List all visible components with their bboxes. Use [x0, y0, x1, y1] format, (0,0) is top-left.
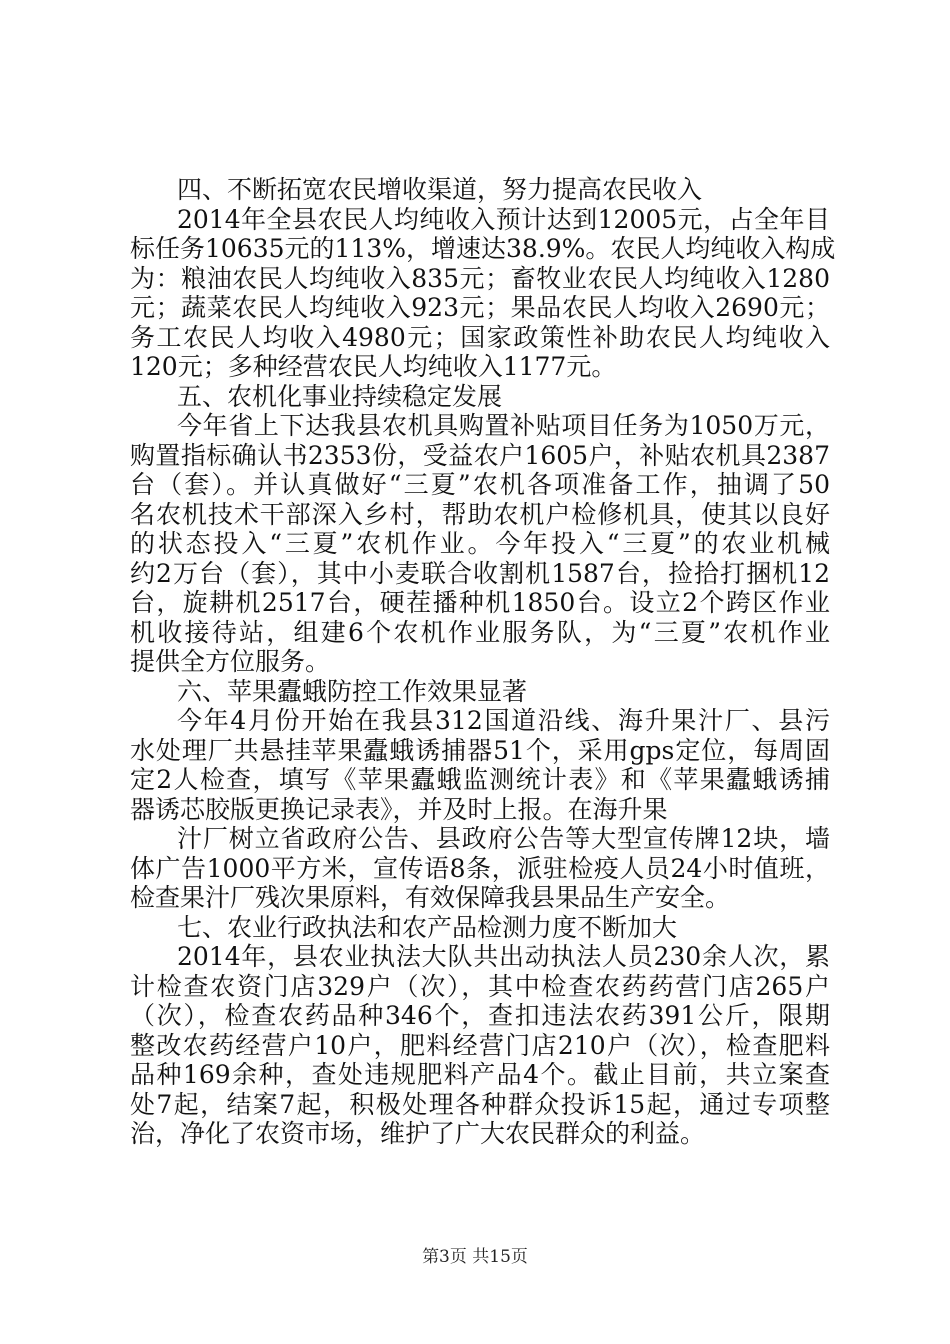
paragraph-line: 务工农民人均收入4980元；国家政策性补助农民人均纯收入 — [130, 322, 830, 352]
paragraph-line: 提供全方位服务。 — [130, 647, 331, 676]
paragraph-line: 台（套）。并认真做好“三夏”农机各项准备工作，抽调了50 — [130, 470, 830, 499]
paragraph-line: 为：粮油农民人均纯收入835元；畜牧业农民人均纯收入1280 — [130, 263, 830, 293]
paragraph-line: 品种169余种，查处违规肥料产品4个。截止目前，共立案查 — [130, 1060, 830, 1089]
paragraph-line: 检查果汁厂残次果原料，有效保障我县果品生产安全。 — [130, 883, 731, 912]
page-number-footer: 第3页 共15页 — [422, 1247, 528, 1267]
paragraph-line: 整改农药经营户10户，肥料经营门店210户（次），检查肥料 — [130, 1030, 830, 1060]
paragraph-line: 台，旋耕机2517台，硬茬播种机1850台。设立2个跨区作业 — [130, 588, 830, 617]
section-heading: 五、农机化事业持续稳定发展 — [177, 381, 503, 411]
paragraph-line: 汁厂树立省政府公告、县政府公告等大型宣传牌12块，墙 — [177, 824, 830, 853]
paragraph-line: 器诱芯胶版更换记录表》，并及时上报。在海升果 — [130, 794, 668, 824]
paragraph-line: 计检查农资门店329户（次），其中检查农药药营门店265户 — [130, 971, 830, 1001]
paragraph-line: 体广告1000平方米，宣传语8条，派驻检疫人员24小时值班， — [130, 853, 830, 883]
paragraph-line: 120元；多种经营农民人均纯收入1177元。 — [130, 352, 617, 381]
section-heading: 六、苹果蠹蛾防控工作效果显著 — [177, 676, 528, 706]
section-heading: 七、农业行政执法和农产品检测力度不断加大 — [177, 912, 678, 942]
paragraph-line: 购置指标确认书2353份，受益农户1605户，补贴农机具2387 — [130, 440, 830, 470]
paragraph-line: 定2人检查，填写《苹果蠹蛾监测统计表》和《苹果蠹蛾诱捕 — [130, 765, 830, 794]
paragraph-line: 名农机技术干部深入乡村，帮助农机户检修机具，使其以良好 — [130, 499, 830, 529]
paragraph-line: 约2万台（套），其中小麦联合收割机1587台，捡拾打捆机12 — [130, 558, 830, 588]
paragraph-line: 处7起，结案7起，积极处理各种群众投诉15起，通过专项整 — [130, 1089, 830, 1119]
paragraph-line: 元；蔬菜农民人均纯收入923元；果品农民人均收入2690元； — [130, 293, 830, 322]
paragraph-line: 水处理厂共悬挂苹果蠹蛾诱捕器51个，采用gps定位，每周固 — [130, 735, 830, 765]
paragraph-line: 机收接待站，组建6个农机作业服务队，为“三夏”农机作业 — [130, 617, 830, 647]
paragraph-line: 2014年全县农民人均纯收入预计达到12005元，占全年目 — [177, 204, 830, 234]
paragraph-line: （次），检查农药品种346个，查扣违法农药391公斤，限期 — [130, 1001, 830, 1030]
document-body — [130, 175, 836, 1149]
section-heading: 四、不断拓宽农民增收渠道，努力提高农民收入 — [177, 175, 703, 204]
paragraph-line: 标任务10635元的113%，增速达38.9%。农民人均纯收入构成 — [130, 234, 836, 263]
paragraph-line: 今年省上下达我县农机具购置补贴项目任务为1050万元， — [177, 411, 830, 440]
paragraph-line: 的状态投入“三夏”农机作业。今年投入“三夏”的农业机械 — [130, 529, 830, 558]
paragraph-line: 今年4月份开始在我县312国道沿线、海升果汁厂、县污 — [177, 706, 830, 735]
paragraph-line: 治，净化了农资市场，维护了广大农民群众的利益。 — [130, 1119, 706, 1148]
paragraph-line: 2014年，县农业执法大队共出动执法人员230余人次，累 — [177, 942, 830, 971]
